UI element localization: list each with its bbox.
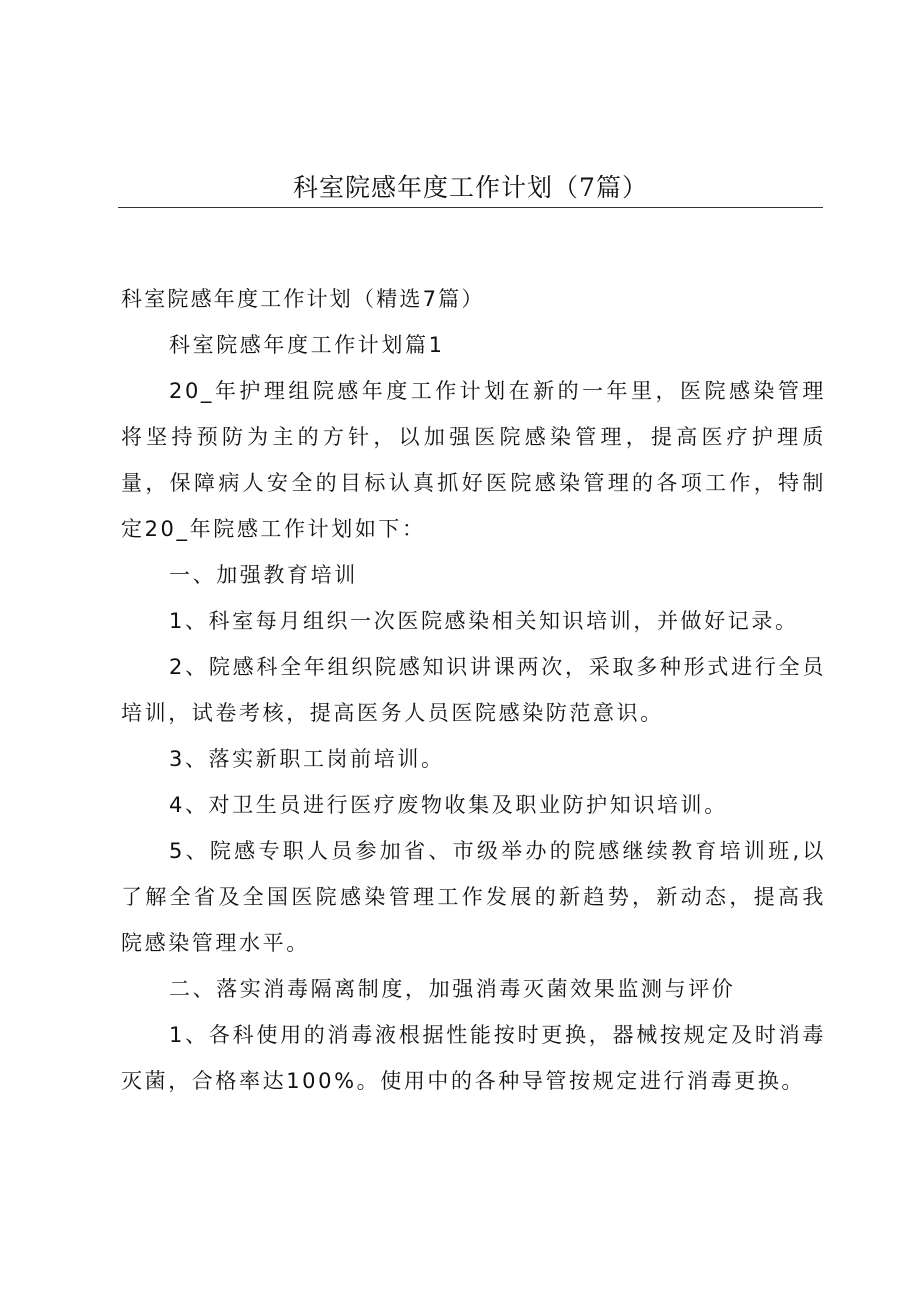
subtitle-paragraph: 科室院感年度工作计划（精选7篇） xyxy=(121,287,485,311)
heading-education-training: 一、加强教育培训 xyxy=(169,563,358,587)
item-continuing-education: 5、院感专职人员参加省、市级举办的院感继续教育培训班,以了解全省及全国医院感染管理工作发展的新趋势，新动态，提高我院感染管理水平。 xyxy=(121,839,826,955)
document-body xyxy=(121,276,826,1104)
item-cleaner-training: 4、对卫生员进行医疗废物收集及职业防护知识培训。 xyxy=(169,793,728,817)
item-annual-lectures: 2、院感科全年组织院感知识讲课两次，采取多种形式进行全员培训，试卷考核，提高医务人员医院感染防范意识。 xyxy=(121,655,826,725)
intro-paragraph: 20_年护理组院感年度工作计划在新的一年里，医院感染管理将坚持预防为主的方针，以加强医院感染管理，提高医疗护理质量，保障病人安全的目标认真抓好医院感染管理的各项工作，特制定20_年院感工作计划如下： xyxy=(121,379,826,541)
item-monthly-training: 1、科室每月组织一次医院感染相关知识培训，并做好记录。 xyxy=(169,609,799,633)
document-title: 科室院感年度工作计划（7篇） xyxy=(293,173,648,202)
item-disinfectant-replacement: 1、各科使用的消毒液根据性能按时更换，器械按规定及时消毒灭菌，合格率达100%。使用中的各种导管按规定进行消毒更换。 xyxy=(121,1023,826,1093)
section-heading-part-1: 科室院感年度工作计划篇1 xyxy=(169,333,445,357)
heading-disinfection-isolation: 二、落实消毒隔离制度，加强消毒灭菌效果监测与评价 xyxy=(169,977,736,1001)
item-new-staff-training: 3、落实新职工岗前培训。 xyxy=(169,747,445,771)
title-underline xyxy=(118,207,823,208)
